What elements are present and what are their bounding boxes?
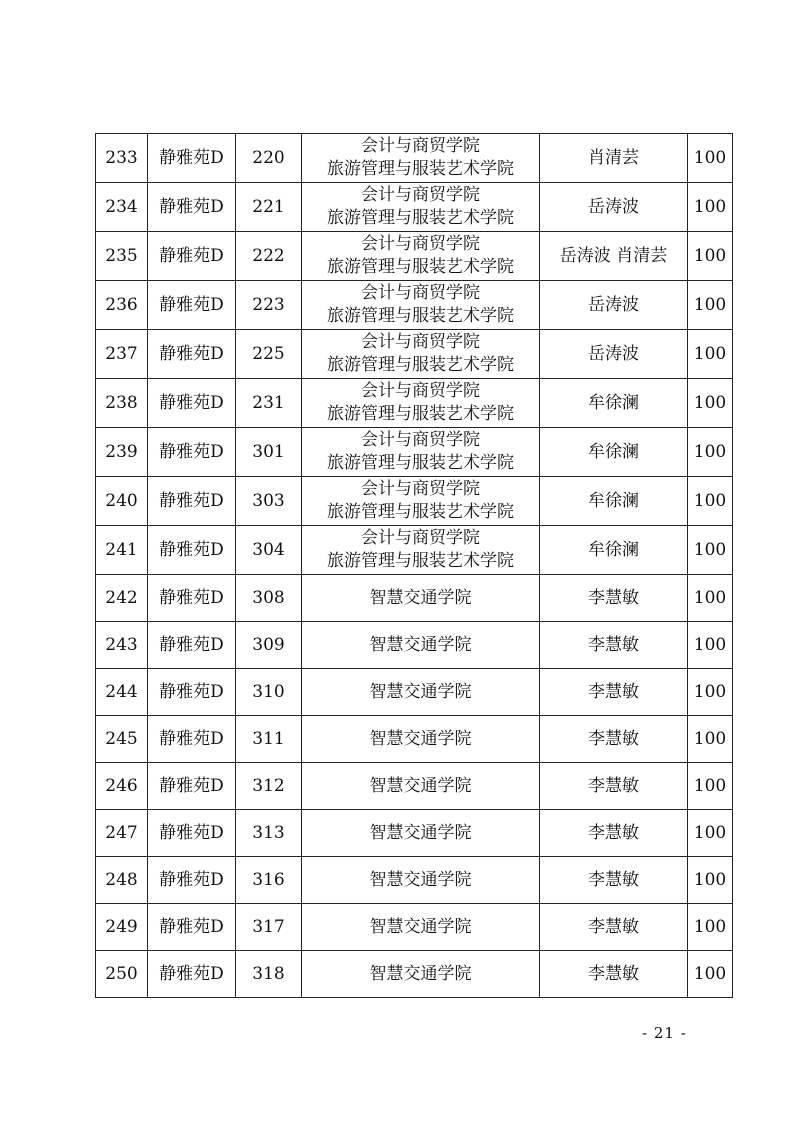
college-name-line: 旅游管理与服装艺术学院 <box>327 453 514 473</box>
teacher-cell: 李慧敏 <box>540 857 688 904</box>
college-name-line: 智慧交通学院 <box>369 822 472 843</box>
room-number-cell: 316 <box>236 857 302 904</box>
teacher-cell: 岳涛波 肖清芸 <box>540 232 688 281</box>
college-name-line: 智慧交通学院 <box>369 916 472 937</box>
room-number-cell: 221 <box>236 183 302 232</box>
college-cell <box>302 183 540 232</box>
college-name-line: 会计与商贸学院 <box>361 283 480 303</box>
college-cell <box>302 857 540 904</box>
row-number-cell: 246 <box>96 763 148 810</box>
college-name-line: 会计与商贸学院 <box>361 332 480 352</box>
building-cell: 静雅苑D <box>148 379 236 428</box>
table-row <box>96 575 733 622</box>
college-name-line: 旅游管理与服装艺术学院 <box>327 306 514 326</box>
teacher-cell: 牟徐澜 <box>540 477 688 526</box>
teacher-cell: 李慧敏 <box>540 716 688 763</box>
college-cell <box>302 951 540 998</box>
room-number-cell: 231 <box>236 379 302 428</box>
table-row <box>96 763 733 810</box>
college-cell <box>302 428 540 477</box>
college-name-line: 会计与商贸学院 <box>361 430 480 450</box>
score-cell: 100 <box>688 232 733 281</box>
score-cell: 100 <box>688 575 733 622</box>
score-cell: 100 <box>688 281 733 330</box>
table-row <box>96 428 733 477</box>
room-number-cell: 220 <box>236 134 302 183</box>
score-cell: 100 <box>688 763 733 810</box>
room-number-cell: 301 <box>236 428 302 477</box>
table-row <box>96 477 733 526</box>
building-cell: 静雅苑D <box>148 810 236 857</box>
table-row <box>96 669 733 716</box>
college-cell <box>302 232 540 281</box>
teacher-cell: 肖清芸 <box>540 134 688 183</box>
table-row <box>96 134 733 183</box>
building-cell: 静雅苑D <box>148 763 236 810</box>
score-cell: 100 <box>688 183 733 232</box>
room-number-cell: 308 <box>236 575 302 622</box>
table-row <box>96 622 733 669</box>
table-row <box>96 904 733 951</box>
score-cell: 100 <box>688 379 733 428</box>
room-number-cell: 310 <box>236 669 302 716</box>
score-cell: 100 <box>688 526 733 575</box>
college-name-line: 旅游管理与服装艺术学院 <box>327 257 514 277</box>
room-number-cell: 313 <box>236 810 302 857</box>
score-cell: 100 <box>688 904 733 951</box>
college-name-line: 旅游管理与服装艺术学院 <box>327 404 514 424</box>
college-name-line: 会计与商贸学院 <box>361 136 480 156</box>
row-number-cell: 243 <box>96 622 148 669</box>
college-cell <box>302 575 540 622</box>
table-row <box>96 951 733 998</box>
table-row <box>96 810 733 857</box>
page-number: - 21 - <box>642 1024 687 1042</box>
score-cell: 100 <box>688 669 733 716</box>
college-cell <box>302 330 540 379</box>
row-number-cell: 244 <box>96 669 148 716</box>
college-name-line: 旅游管理与服装艺术学院 <box>327 159 514 179</box>
college-cell <box>302 904 540 951</box>
teacher-cell: 李慧敏 <box>540 951 688 998</box>
building-cell: 静雅苑D <box>148 622 236 669</box>
building-cell: 静雅苑D <box>148 951 236 998</box>
building-cell: 静雅苑D <box>148 281 236 330</box>
college-name-line: 会计与商贸学院 <box>361 185 480 205</box>
college-name-line: 智慧交通学院 <box>369 587 472 608</box>
score-cell: 100 <box>688 477 733 526</box>
building-cell: 静雅苑D <box>148 904 236 951</box>
building-cell: 静雅苑D <box>148 526 236 575</box>
teacher-cell: 李慧敏 <box>540 622 688 669</box>
table-body <box>96 134 733 998</box>
building-cell: 静雅苑D <box>148 716 236 763</box>
room-number-cell: 303 <box>236 477 302 526</box>
score-cell: 100 <box>688 622 733 669</box>
row-number-cell: 234 <box>96 183 148 232</box>
college-cell <box>302 477 540 526</box>
dormitory-inspection-table <box>95 133 733 998</box>
building-cell: 静雅苑D <box>148 183 236 232</box>
row-number-cell: 248 <box>96 857 148 904</box>
college-name-line: 旅游管理与服装艺术学院 <box>327 355 514 375</box>
college-cell <box>302 281 540 330</box>
teacher-cell: 李慧敏 <box>540 575 688 622</box>
room-number-cell: 309 <box>236 622 302 669</box>
teacher-cell: 牟徐澜 <box>540 526 688 575</box>
row-number-cell: 233 <box>96 134 148 183</box>
room-number-cell: 317 <box>236 904 302 951</box>
row-number-cell: 236 <box>96 281 148 330</box>
college-name-line: 智慧交通学院 <box>369 963 472 984</box>
room-number-cell: 222 <box>236 232 302 281</box>
room-number-cell: 311 <box>236 716 302 763</box>
college-cell <box>302 810 540 857</box>
row-number-cell: 237 <box>96 330 148 379</box>
college-name-line: 智慧交通学院 <box>369 775 472 796</box>
building-cell: 静雅苑D <box>148 575 236 622</box>
college-name-line: 会计与商贸学院 <box>361 234 480 254</box>
score-cell: 100 <box>688 428 733 477</box>
college-cell <box>302 379 540 428</box>
score-cell: 100 <box>688 810 733 857</box>
row-number-cell: 245 <box>96 716 148 763</box>
score-cell: 100 <box>688 857 733 904</box>
table-row <box>96 330 733 379</box>
college-name-line: 旅游管理与服装艺术学院 <box>327 502 514 522</box>
college-name-line: 旅游管理与服装艺术学院 <box>327 208 514 228</box>
teacher-cell: 李慧敏 <box>540 669 688 716</box>
score-cell: 100 <box>688 716 733 763</box>
room-number-cell: 225 <box>236 330 302 379</box>
college-cell <box>302 716 540 763</box>
table-row <box>96 526 733 575</box>
building-cell: 静雅苑D <box>148 477 236 526</box>
teacher-cell: 李慧敏 <box>540 763 688 810</box>
row-number-cell: 242 <box>96 575 148 622</box>
room-number-cell: 223 <box>236 281 302 330</box>
building-cell: 静雅苑D <box>148 857 236 904</box>
teacher-cell: 李慧敏 <box>540 904 688 951</box>
college-name-line: 会计与商贸学院 <box>361 381 480 401</box>
teacher-cell: 李慧敏 <box>540 810 688 857</box>
building-cell: 静雅苑D <box>148 669 236 716</box>
room-number-cell: 304 <box>236 526 302 575</box>
college-name-line: 会计与商贸学院 <box>361 528 480 548</box>
teacher-cell: 岳涛波 <box>540 183 688 232</box>
college-name-line: 智慧交通学院 <box>369 681 472 702</box>
college-name-line: 智慧交通学院 <box>369 869 472 890</box>
college-name-line: 旅游管理与服装艺术学院 <box>327 551 514 571</box>
table-row <box>96 857 733 904</box>
teacher-cell: 岳涛波 <box>540 281 688 330</box>
building-cell: 静雅苑D <box>148 330 236 379</box>
table-row <box>96 232 733 281</box>
row-number-cell: 241 <box>96 526 148 575</box>
score-cell: 100 <box>688 330 733 379</box>
college-name-line: 会计与商贸学院 <box>361 479 480 499</box>
row-number-cell: 235 <box>96 232 148 281</box>
building-cell: 静雅苑D <box>148 232 236 281</box>
table-row <box>96 716 733 763</box>
college-cell <box>302 526 540 575</box>
row-number-cell: 247 <box>96 810 148 857</box>
college-cell <box>302 763 540 810</box>
room-number-cell: 312 <box>236 763 302 810</box>
row-number-cell: 239 <box>96 428 148 477</box>
score-cell: 100 <box>688 134 733 183</box>
row-number-cell: 250 <box>96 951 148 998</box>
table-row <box>96 281 733 330</box>
row-number-cell: 238 <box>96 379 148 428</box>
building-cell: 静雅苑D <box>148 428 236 477</box>
score-cell: 100 <box>688 951 733 998</box>
row-number-cell: 249 <box>96 904 148 951</box>
table-row <box>96 379 733 428</box>
college-name-line: 智慧交通学院 <box>369 634 472 655</box>
table-row <box>96 183 733 232</box>
college-cell <box>302 669 540 716</box>
teacher-cell: 牟徐澜 <box>540 428 688 477</box>
college-name-line: 智慧交通学院 <box>369 728 472 749</box>
teacher-cell: 岳涛波 <box>540 330 688 379</box>
building-cell: 静雅苑D <box>148 134 236 183</box>
row-number-cell: 240 <box>96 477 148 526</box>
college-cell <box>302 622 540 669</box>
room-number-cell: 318 <box>236 951 302 998</box>
teacher-cell: 牟徐澜 <box>540 379 688 428</box>
college-cell <box>302 134 540 183</box>
